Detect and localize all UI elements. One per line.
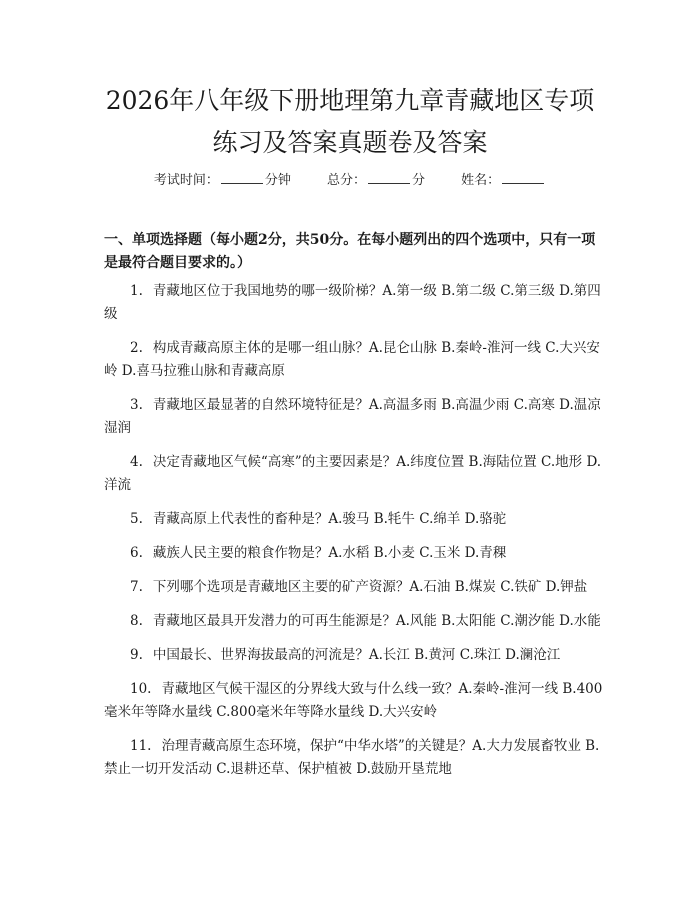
question-text: 藏族人民主要的粮食作物是？A.水稻 B.小麦 C.玉米 D.青稞	[152, 545, 507, 561]
question-item	[104, 394, 604, 440]
question-number: 6.	[130, 545, 143, 561]
question-text: 决定青藏地区气候“高寒”的主要因素是？A.纬度位置 B.海陆位置 C.地形 D.洋流	[104, 454, 602, 493]
question-item	[104, 735, 604, 781]
time-blank	[221, 169, 263, 184]
exam-meta	[0, 169, 700, 191]
question-text: 构成青藏高原主体的是哪一组山脉？A.昆仑山脉 B.秦岭-淮河一线 C.大兴安岭 D.喜马拉雅山脉和青藏高原	[104, 340, 600, 379]
question-item	[104, 508, 604, 531]
question-item	[104, 451, 604, 497]
question-text: 下列哪个选项是青藏地区主要的矿产资源？A.石油 B.煤炭 C.铁矿 D.钾盐	[152, 579, 588, 595]
name-label: 姓名：	[461, 173, 501, 188]
question-number: 8.	[130, 613, 143, 629]
score-label: 总分：	[326, 173, 366, 188]
question-number: 4.	[130, 454, 143, 470]
question-number: 11.	[130, 738, 152, 754]
question-item	[104, 542, 604, 565]
question-item	[104, 678, 604, 724]
question-number: 10.	[130, 681, 152, 697]
question-text: 青藏高原上代表性的畜种是？A.骏马 B.牦牛 C.绵羊 D.骆驼	[152, 511, 507, 527]
question-number: 3.	[130, 397, 143, 413]
question-list	[104, 280, 604, 792]
question-item	[104, 280, 604, 326]
title-line-2: 练习及答案真题卷及答案	[212, 128, 488, 157]
question-text: 治理青藏高原生态环境，保护“中华水塔”的关键是？A.大力发展畜牧业 B.禁止一切开发活动 C.退耕还草、保护植被 D.鼓励开垦荒地	[104, 738, 600, 777]
score-unit: 分	[412, 173, 426, 188]
question-item	[104, 644, 604, 667]
question-number: 1.	[130, 283, 143, 299]
question-text: 青藏地区位于我国地势的哪一级阶梯？A.第一级 B.第二级 C.第三级 D.第四级	[104, 283, 601, 322]
time-unit: 分钟	[264, 173, 291, 188]
question-text: 青藏地区最显著的自然环境特征是？A.高温多雨 B.高温少雨 C.高寒 D.温凉湿润	[104, 397, 601, 436]
document-title	[60, 80, 640, 164]
question-item	[104, 576, 604, 599]
time-label: 考试时间：	[153, 173, 219, 188]
exam-time	[154, 173, 291, 188]
question-number: 5.	[130, 511, 143, 527]
question-item	[104, 610, 604, 633]
title-line-1: 2026年八年级下册地理第九章青藏地区专项	[105, 86, 595, 115]
question-text: 青藏地区气候干湿区的分界线大致与什么线一致？A.秦岭-淮河一线 B.400毫米年等降水量线 C.800毫米年等降水量线 D.大兴安岭	[104, 681, 603, 720]
question-number: 2.	[130, 340, 143, 356]
question-text: 青藏地区最具开发潜力的可再生能源是？A.风能 B.太阳能 C.潮汐能 D.水能	[152, 613, 601, 629]
question-number: 7.	[130, 579, 143, 595]
question-number: 9.	[130, 647, 143, 663]
score-blank	[368, 169, 410, 184]
question-item	[104, 337, 604, 383]
name-blank	[502, 169, 544, 184]
question-text: 中国最长、世界海拔最高的河流是？A.长江 B.黄河 C.珠江 D.澜沧江	[152, 647, 561, 663]
student-name	[461, 173, 546, 188]
section-header: 一、单项选择题（每小题2分，共50分。在每小题列出的四个选项中，只有一项是最符合题目要求的。）	[104, 232, 596, 271]
total-score	[327, 173, 425, 188]
